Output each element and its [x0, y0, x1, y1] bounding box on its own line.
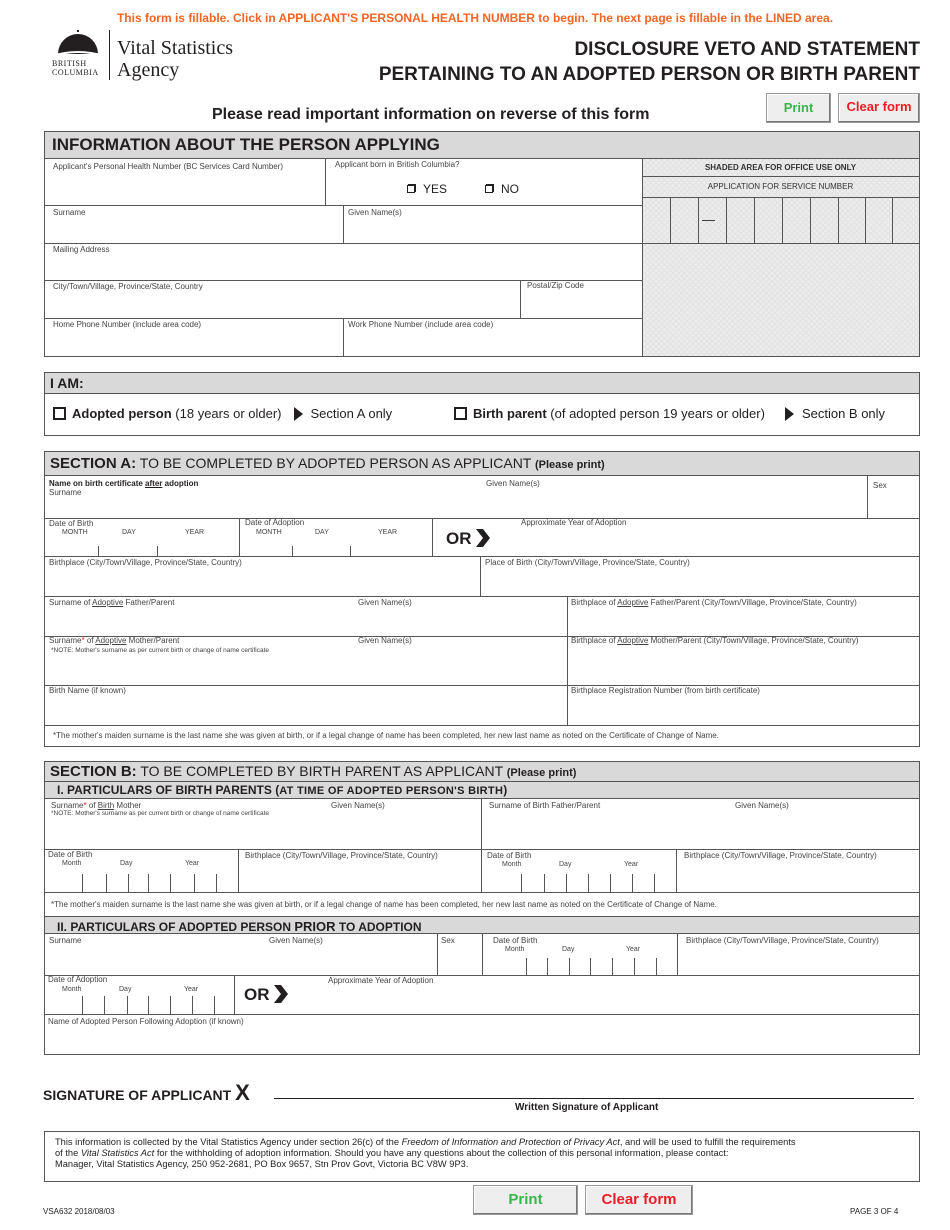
part1-b: AT TIME OF ADOPTED PERSON'S BIRTH — [279, 785, 504, 797]
section-b-print-note: (Please print) — [506, 767, 577, 779]
agency-name-2: Agency — [117, 59, 180, 81]
a-dob-month: MONTH — [62, 529, 88, 536]
b-father-dob-year: Year — [624, 861, 639, 868]
privacy-p3: of the — [55, 1148, 79, 1158]
father-bp-text: Father/Parent (City/Town/Village, Province/State, Country) — [650, 598, 857, 607]
a-maiden-note: *The mother's maiden surname is the last name she was given at birth, or if a legal change of name has been completed, her new last name as noted on the Certificate of Change of Name. — [53, 731, 719, 740]
b-adopted-dob-month: Month — [505, 946, 525, 953]
yes-label: YES — [423, 182, 448, 196]
born-bc-no[interactable] — [485, 182, 519, 196]
b-adopted-sex-label: Sex — [441, 936, 455, 945]
b-approx-label: Approximate Year of Adoption — [328, 976, 434, 985]
born-bc-yes[interactable] — [407, 182, 447, 196]
of-text: of — [86, 636, 94, 645]
section-b-desc: TO BE COMPLETED BY BIRTH PARENT AS APPLICANT — [140, 763, 503, 779]
i-am-header — [45, 373, 919, 394]
part1-c: ) — [503, 783, 508, 797]
postal-code-label: Postal/Zip Code — [527, 281, 584, 290]
birth-parent-option[interactable] — [454, 406, 885, 421]
birth-text: Birth — [97, 801, 115, 810]
star: * — [83, 801, 87, 810]
city-label: City/Town/Village, Province/State, Country — [53, 282, 203, 291]
surname-of-text: Surname of — [49, 598, 91, 607]
b-father-dob-day: Day — [559, 861, 572, 868]
section-b-label: SECTION B: — [50, 763, 137, 780]
born-bc-label: Applicant born in British Columbia? — [335, 160, 460, 169]
office-use-title: SHADED AREA FOR OFFICE USE ONLY — [704, 163, 857, 172]
privacy-p2: , and will be used to fulfill the requirements — [619, 1137, 796, 1147]
a-place-of-birth-label: Place of Birth (City/Town/Village, Province/State, Country) — [485, 558, 690, 567]
a-approx-year-label: Approximate Year of Adoption — [521, 518, 627, 527]
phn-label: Applicant's Personal Health Number (BC Services Card Number) — [53, 162, 284, 171]
b-father-birthplace-label: Birthplace (City/Town/Village, Province/State, Country) — [684, 851, 877, 860]
a-dob-day: DAY — [122, 529, 136, 536]
of-text: of — [88, 801, 96, 810]
b-adopted-surname-label: Surname — [49, 936, 82, 945]
surname-text: Surname — [49, 636, 82, 645]
name-cert-label — [49, 480, 198, 488]
part1-title — [57, 784, 507, 797]
b-adopted-birthplace-label: Birthplace (City/Town/Village, Province/State, Country) — [686, 936, 879, 945]
b-doa-month: Month — [62, 986, 82, 993]
adopted-person-age: (18 years or older) — [175, 406, 282, 421]
written-signature-caption: Written Signature of Applicant — [515, 1102, 659, 1113]
b-mother-birthplace-label: Birthplace (City/Town/Village, Province/State, Country) — [245, 851, 438, 860]
name-cert-1: Name on birth certificate — [49, 479, 143, 488]
office-dash: — — [702, 212, 715, 227]
a-or-text: OR — [446, 529, 472, 548]
name-cert-after: after — [145, 479, 163, 488]
birthplace-of-text: Birthplace of — [571, 636, 616, 645]
bc-logo — [46, 30, 108, 80]
office-app-number-label: APPLICATION FOR SERVICE NUMBER — [707, 182, 854, 191]
adoptive-text: Adoptive — [617, 636, 649, 645]
adoptive-father-given-label: Given Name(s) — [358, 598, 412, 607]
logo-divider — [109, 30, 110, 80]
mother-parent-text: Mother/Parent — [128, 636, 180, 645]
given-names-label: Given Name(s) — [348, 208, 402, 217]
i-am-header-text: I AM: — [50, 375, 84, 391]
surname-label: Surname — [53, 208, 86, 217]
adopted-person-label: Adopted person — [72, 406, 172, 421]
a-doa-month: MONTH — [256, 529, 282, 536]
b-doa-label: Date of Adoption — [48, 975, 108, 984]
a-surname-label: Surname — [49, 488, 82, 497]
a-sex-label: Sex — [873, 481, 887, 490]
adoptive-text: Adoptive — [92, 598, 124, 607]
mailing-address-label: Mailing Address — [53, 245, 110, 254]
a-birth-name-label: Birth Name (if known) — [49, 686, 126, 695]
b-or — [244, 984, 289, 1005]
privacy-line-1 — [55, 1137, 915, 1148]
read-reverse-notice: Please read important information on reverse of this form — [212, 106, 650, 123]
mother-text: Mother — [116, 801, 142, 810]
b-mother-surname-label — [51, 802, 141, 810]
signature-text: SIGNATURE OF APPLICANT — [43, 1087, 232, 1103]
fillable-notice: This form is fillable. Click in APPLICANT'S PERSONAL HEALTH NUMBER to begin. The next page is fillable in the LINED area. — [116, 11, 834, 25]
privacy-p4: for the withholding of adoption information. Should you have any questions about the collection of this personal information, please contact: — [156, 1148, 729, 1158]
b-adopted-dob-year: Year — [626, 946, 641, 953]
b-mother-note: *NOTE: Mother's surname as per current birth or change of name certificate — [51, 810, 270, 817]
b-or-text: OR — [244, 985, 270, 1004]
adopted-person-option[interactable] — [53, 406, 392, 421]
b-name-after-label: Name of Adopted Person Following Adoption (if known) — [48, 1017, 244, 1026]
a-mother-note: *NOTE: Mother's surname as per current birth or change of name certificate — [51, 647, 270, 654]
logo-line1: BRITISH — [52, 59, 87, 68]
privacy-text — [55, 1137, 915, 1170]
part2-b: PRIOR — [294, 919, 336, 934]
page-number: PAGE 3 OF 4 — [850, 1207, 899, 1216]
adoptive-father-surname-label — [49, 599, 174, 607]
b-maiden-note: *The mother's maiden surname is the last name she was given at birth, or if a legal change of name has been completed, her new last name as noted on the Certificate of Change of Name. — [51, 900, 717, 909]
privacy-p5: Manager, Vital Statistics Agency, 250 952-2681, PO Box 9657, Stn Prov Govt, Victoria BC V8W 9P3. — [55, 1159, 469, 1169]
clear-form-button[interactable]: Clear form — [838, 93, 920, 123]
signature-label — [43, 1082, 250, 1104]
form-title-1: DISCLOSURE VETO AND STATEMENT — [574, 39, 920, 60]
applicant-header-text: INFORMATION ABOUT THE PERSON APPLYING — [52, 135, 440, 154]
part2-title — [57, 920, 422, 933]
b-father-dob-label: Date of Birth — [487, 851, 532, 860]
adoptive-mother-given-label: Given Name(s) — [358, 636, 412, 645]
b-mother-dob-day: Day — [120, 860, 133, 867]
a-dob-year: YEAR — [185, 529, 205, 536]
privacy-act2: Vital Statistics Act — [80, 1148, 155, 1158]
form-title-2: PERTAINING TO AN ADOPTED PERSON OR BIRTH PARENT — [378, 64, 920, 85]
agency-name-1: Vital Statistics — [117, 37, 234, 59]
or-arrow-icon — [475, 528, 491, 548]
privacy-act1: Freedom of Information and Protection of Privacy Act — [401, 1137, 620, 1147]
a-or — [446, 528, 491, 549]
adoptive-mother-surname-label — [49, 637, 179, 645]
birthplace-of-text: Birthplace of — [571, 598, 616, 607]
b-mother-dob-year: Year — [185, 860, 200, 867]
b-mother-dob-month: Month — [62, 860, 82, 867]
work-phone-label: Work Phone Number (include area code) — [348, 320, 494, 329]
home-phone-label: Home Phone Number (include area code) — [53, 320, 202, 329]
adopted-person-checkbox[interactable] — [53, 407, 66, 420]
adoptive-father-birthplace-label — [571, 599, 857, 607]
b-father-given-label: Given Name(s) — [735, 801, 789, 810]
b-adopted-given-label: Given Name(s) — [269, 936, 323, 945]
privacy-line-2 — [55, 1148, 915, 1159]
b-adopted-dob-day: Day — [562, 946, 575, 953]
a-doa-label: Date of Adoption — [245, 518, 305, 527]
birth-parent-checkbox[interactable] — [454, 407, 467, 420]
b-mother-dob-label: Date of Birth — [48, 850, 93, 859]
clear-form-button-bottom[interactable]: Clear form — [585, 1185, 693, 1215]
birth-parent-label: Birth parent — [473, 406, 547, 421]
section-a-label: SECTION A: — [50, 455, 137, 472]
name-cert-2: adoption — [164, 479, 199, 488]
b-mother-given-label: Given Name(s) — [331, 801, 385, 810]
privacy-p1: This information is collected by the Vital Statistics Agency under section 26(c) of the — [55, 1137, 399, 1147]
star: * — [81, 636, 85, 645]
b-doa-day: Day — [119, 986, 132, 993]
b-doa-year: Year — [184, 986, 199, 993]
birth-parent-age: (of adopted person 19 years or older) — [550, 406, 765, 421]
no-label: NO — [501, 182, 519, 196]
surname-text: Surname — [51, 801, 84, 810]
part1-a: I. PARTICULARS OF BIRTH PARENTS ( — [57, 783, 280, 797]
arrow-icon — [785, 407, 794, 421]
no-checkbox[interactable] — [485, 185, 493, 193]
section-a-desc: TO BE COMPLETED BY ADOPTED PERSON AS APPLICANT — [139, 455, 532, 471]
a-doa-day: DAY — [315, 529, 329, 536]
yes-checkbox[interactable] — [407, 185, 415, 193]
b-adopted-dob-label: Date of Birth — [493, 936, 538, 945]
father-parent-text: Father/Parent — [125, 598, 175, 607]
a-bp-reg-label: Birthplace Registration Number (from birth certificate) — [571, 686, 760, 695]
a-dob-label: Date of Birth — [49, 519, 94, 528]
or-arrow-icon — [273, 984, 289, 1004]
part2-a: II. PARTICULARS OF ADOPTED PERSON — [57, 920, 292, 934]
a-doa-year: YEAR — [378, 529, 398, 536]
a-birthplace-label: Birthplace (City/Town/Village, Province/State, Country) — [49, 558, 242, 567]
arrow-icon — [294, 407, 303, 421]
b-father-surname-label: Surname of Birth Father/Parent — [489, 801, 601, 810]
section-a-print-note: (Please print) — [535, 459, 605, 471]
part2-c: TO ADOPTION — [338, 920, 422, 934]
logo-line2: COLUMBIA — [52, 68, 99, 77]
print-button[interactable]: Print — [766, 93, 831, 123]
section-b-title — [50, 764, 576, 779]
adoptive-text: Adoptive — [95, 636, 127, 645]
section-a-title — [50, 456, 605, 471]
signature-line[interactable] — [274, 1085, 914, 1099]
print-button-bottom[interactable]: Print — [473, 1185, 578, 1215]
adoptive-mother-birthplace-label — [571, 637, 859, 645]
a-given-label: Given Name(s) — [486, 479, 540, 488]
bc-sun-icon — [50, 30, 106, 58]
adoptive-text: Adoptive — [617, 598, 649, 607]
mother-bp-text: Mother/Parent (City/Town/Village, Province/State, Country) — [650, 636, 859, 645]
phn-input[interactable] — [46, 174, 324, 204]
b-father-dob-month: Month — [502, 861, 522, 868]
form-id: VSA632 2018/08/03 — [43, 1207, 115, 1216]
signature-x: X — [235, 1080, 250, 1105]
section-a-only: Section A only — [310, 406, 393, 421]
section-b-only: Section B only — [801, 406, 886, 421]
